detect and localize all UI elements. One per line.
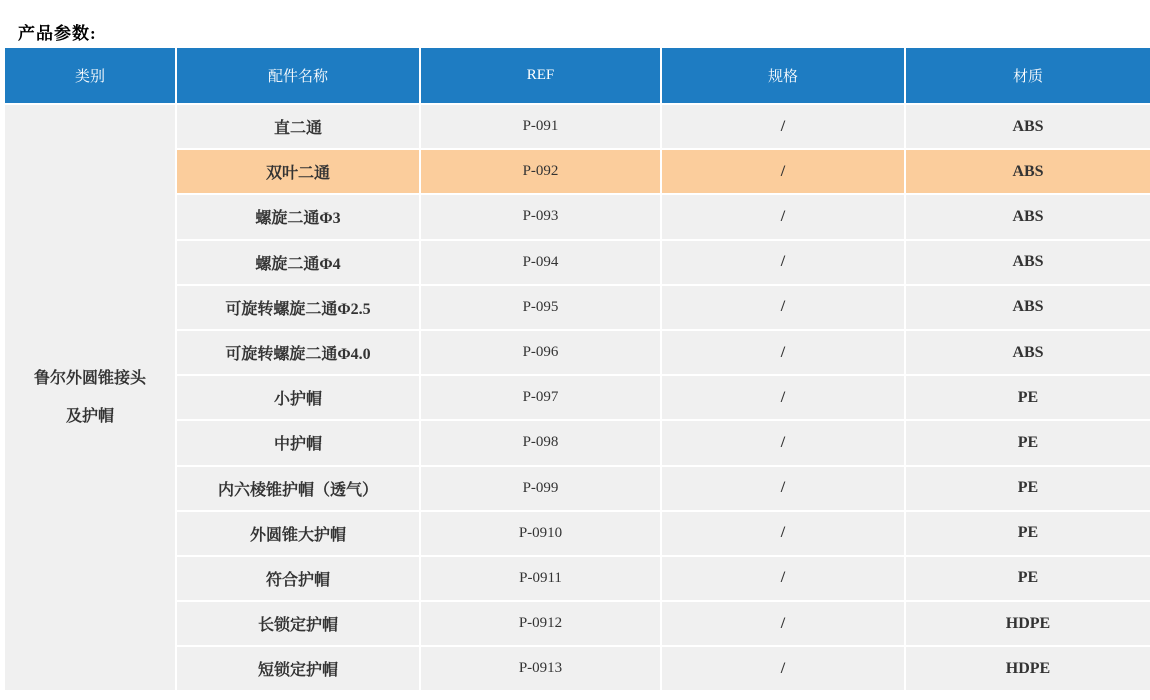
- header-ref: REF: [421, 48, 660, 103]
- cell-ref: P-096: [421, 331, 660, 374]
- cell-material: HDPE: [906, 602, 1150, 645]
- category-line1: 鲁尔外圆锥接头: [33, 369, 146, 387]
- cell-ref: P-091: [421, 105, 660, 148]
- cell-material: ABS: [906, 286, 1150, 329]
- cell-part-name: 直二通: [177, 105, 419, 148]
- cell-part-name: 外圆锥大护帽: [177, 512, 419, 555]
- cell-ref: P-0912: [421, 602, 660, 645]
- cell-part-name: 内六棱锥护帽（透气）: [177, 467, 419, 510]
- cell-part-name: 中护帽: [177, 421, 419, 464]
- cell-material: PE: [906, 467, 1150, 510]
- cell-part-name: 小护帽: [177, 376, 419, 419]
- cell-material: ABS: [906, 241, 1150, 284]
- header-category: 类别: [5, 48, 175, 103]
- cell-spec: /: [662, 602, 904, 645]
- cell-material: PE: [906, 557, 1150, 600]
- cell-material: PE: [906, 421, 1150, 464]
- cell-ref: P-097: [421, 376, 660, 419]
- cell-spec: /: [662, 105, 904, 148]
- cell-spec: /: [662, 512, 904, 555]
- cell-spec: /: [662, 241, 904, 284]
- cell-material: ABS: [906, 150, 1150, 193]
- cell-material: ABS: [906, 331, 1150, 374]
- cell-material: ABS: [906, 105, 1150, 148]
- cell-ref: P-094: [421, 241, 660, 284]
- cell-spec: /: [662, 331, 904, 374]
- cell-spec: /: [662, 195, 904, 238]
- category-cell: [5, 105, 175, 690]
- category-line2: 及护帽: [65, 407, 114, 425]
- cell-ref: P-092: [421, 150, 660, 193]
- cell-material: PE: [906, 376, 1150, 419]
- cell-spec: /: [662, 150, 904, 193]
- cell-ref: P-0911: [421, 557, 660, 600]
- cell-spec: /: [662, 647, 904, 690]
- cell-spec: /: [662, 557, 904, 600]
- header-spec: 规格: [662, 48, 904, 103]
- cell-part-name: 长锁定护帽: [177, 602, 419, 645]
- cell-ref: P-0913: [421, 647, 660, 690]
- header-part-name: 配件名称: [177, 48, 419, 103]
- cell-spec: /: [662, 421, 904, 464]
- cell-spec: /: [662, 376, 904, 419]
- cell-ref: P-095: [421, 286, 660, 329]
- cell-ref: P-099: [421, 467, 660, 510]
- cell-ref: P-098: [421, 421, 660, 464]
- cell-part-name: 螺旋二通Φ3: [177, 195, 419, 238]
- header-material: 材质: [906, 48, 1150, 103]
- cell-part-name: 可旋转螺旋二通Φ2.5: [177, 286, 419, 329]
- cell-part-name: 可旋转螺旋二通Φ4.0: [177, 331, 419, 374]
- cell-part-name: 短锁定护帽: [177, 647, 419, 690]
- cell-spec: /: [662, 286, 904, 329]
- cell-material: PE: [906, 512, 1150, 555]
- product-parameters-table: [5, 48, 1150, 690]
- cell-spec: /: [662, 467, 904, 510]
- page-title: 产品参数:: [18, 24, 97, 43]
- cell-part-name: 双叶二通: [177, 150, 419, 193]
- cell-part-name: 符合护帽: [177, 557, 419, 600]
- cell-ref: P-093: [421, 195, 660, 238]
- cell-material: ABS: [906, 195, 1150, 238]
- cell-ref: P-0910: [421, 512, 660, 555]
- cell-part-name: 螺旋二通Φ4: [177, 241, 419, 284]
- cell-material: HDPE: [906, 647, 1150, 690]
